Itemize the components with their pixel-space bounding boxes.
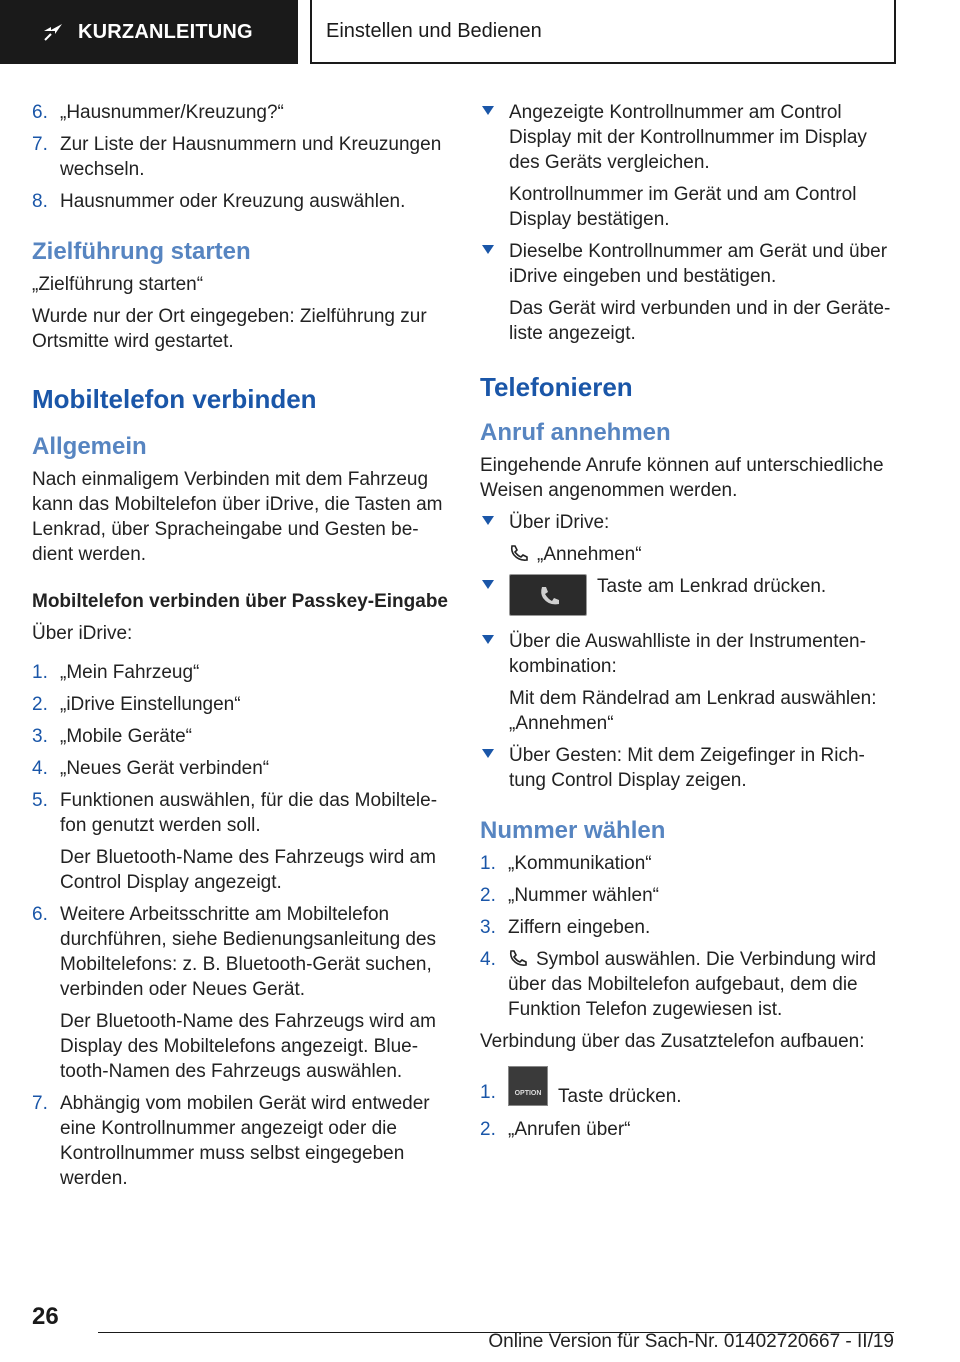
bullet-note: Mit dem Rändelrad am Lenkrad auswählen: „Annehmen“ [509, 688, 877, 734]
list-item: 1. „Mein Fahrzeug“ [32, 662, 200, 683]
bullet-item: Dieselbe Kontrollnummer am Gerät und über iDrive eingeben und bestätigen. [480, 239, 892, 289]
section-title: Einstellen und Bedienen [310, 0, 896, 64]
bullet-item: Über Gesten: Mit dem Zeigefinger in Richtung Control Display zeigen. [480, 743, 892, 793]
paragraph: Über iDrive: [32, 623, 133, 644]
bullet-note: „Annehmen“ [480, 542, 892, 567]
heading-anruf: Anruf annehmen [480, 419, 671, 446]
bullet-item: Über iDrive: [480, 510, 892, 535]
list-item: 1. „Kommunikation“ [480, 853, 652, 874]
list-item: 4. Symbol auswählen. Die Verbindung wird über das Mobiltelefon aufgebaut, dem die Funktion Telefon zugewiesen ist. [480, 949, 877, 1020]
tab-label: KURZANLEITUNG [78, 20, 253, 43]
triangle-bullet-icon [482, 749, 494, 758]
footer-online-version: Online Version für Sach-Nr. 01402720667 - II/19 [488, 1331, 894, 1352]
triangle-bullet-icon [482, 516, 494, 525]
phone-handset-icon [509, 544, 529, 562]
heading-mobiltelefon: Mobiltelefon verbinden [32, 384, 317, 414]
list-item: 2. „Nummer wählen“ [480, 885, 659, 906]
list-item: 7. Zur Liste der Hausnummern und Kreuzungen wechseln. [32, 134, 442, 180]
paragraph: Eingehende Anrufe können auf unterschiedliche Weisen angenommen werden. [480, 455, 884, 501]
list-note: Der Bluetooth-Name des Fahrzeugs wird am Display des Mobiltelefons angezeigt. Bluetooth-Namen des Fahrzeugs auswählen. [60, 1011, 436, 1082]
list-item: 4. „Neues Gerät verbinden“ [32, 758, 270, 779]
list-item: 5. Funktionen auswählen, für die das Mobiltelefon genutzt werden soll. [32, 790, 438, 836]
heading-nummer: Nummer wählen [480, 817, 666, 844]
paragraph: Wurde nur der Ort eingegeben: Zielführung zur Ortsmitte wird gestartet. [32, 306, 427, 352]
heading-allgemein: Allgemein [32, 433, 147, 460]
list-item: 8. Hausnummer oder Kreuzung auswählen. [32, 191, 406, 212]
list-item: 1. OPTION Taste drücken. [480, 1066, 892, 1110]
page-header [0, 0, 960, 66]
list-item: 2. „Anrufen über“ [480, 1119, 631, 1140]
bullet-item: Angezeigte Kontrollnummer am Control Display mit der Kontrollnummer im Display des Geräts vergleichen. [480, 100, 892, 175]
lightning-icon [38, 17, 68, 47]
paragraph: Verbindung über das Zusatztelefon aufbauen: [480, 1031, 865, 1052]
list-note: Der Bluetooth-Name des Fahrzeugs wird am Control Display angezeigt. [60, 847, 436, 893]
list-item: 3. Ziffern eingeben. [480, 917, 651, 938]
phone-handset-icon [508, 949, 528, 967]
paragraph: Das Gerät wird verbunden und in der Geräteliste angezeigt. [509, 298, 891, 344]
list-item: 6. „Hausnummer/Kreuzung?“ [32, 102, 284, 123]
paragraph: Nach einmaligem Verbinden mit dem Fahrzeug kann das Mobiltelefon über iDrive, die Tasten am Lenkrad, über Spracheingabe und Gesten bedient werden. [32, 469, 443, 565]
triangle-bullet-icon [482, 106, 494, 115]
list-item: 7. Abhängig vom mobilen Gerät wird entweder eine Kontrollnummer angezeigt oder die Kontrollnummer muss selbst eingegeben werden. [32, 1093, 430, 1189]
option-button-icon: OPTION [508, 1066, 548, 1106]
tab-kurzanleitung[interactable] [0, 0, 298, 64]
left-column [32, 100, 448, 1198]
menu-path: „Zielführung starten“ [32, 274, 204, 295]
page-number: 26 [32, 1303, 59, 1330]
bullet-item: Taste am Lenkrad drücken. [480, 574, 892, 622]
list-item: 2. „iDrive Einstellungen“ [32, 694, 241, 715]
right-column [480, 100, 892, 1149]
list-item: 6. Weitere Arbeitsschritte am Mobiltelefon durchführen, siehe Bedienungsanleitung des Mobiltelefons: z. B. Bluetooth-Gerät suchen, verbinden oder Neues Gerät. [32, 904, 437, 1000]
steering-phone-button-icon [509, 574, 587, 616]
bullet-note: Kontrollnummer im Gerät und am Control Display bestätigen. [509, 184, 857, 230]
heading-telefonieren: Telefonieren [480, 372, 633, 402]
heading-passkey: Mobiltelefon verbinden über Passkey-Eingabe [32, 591, 448, 612]
triangle-bullet-icon [482, 580, 494, 589]
list-item: 3. „Mobile Geräte“ [32, 726, 192, 747]
triangle-bullet-icon [482, 245, 494, 254]
bullet-item: Über die Auswahlliste in der Instrumentenkombination: [480, 629, 892, 679]
heading-zielfuehrung: Zielführung starten [32, 238, 251, 265]
triangle-bullet-icon [482, 635, 494, 644]
